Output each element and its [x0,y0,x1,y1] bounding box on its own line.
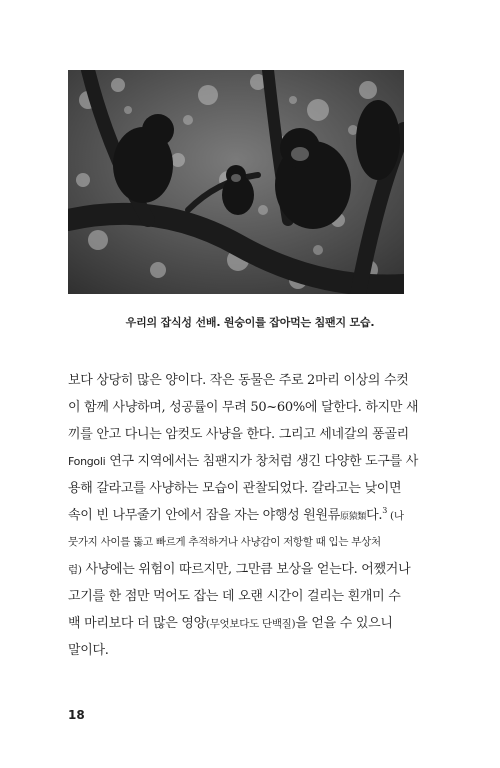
page-number: 18 [68,708,85,722]
text-line: 뭇가지 사이를 뚫고 빠르게 추적하거나 사냥감이 저항할 때 입는 부상처 [68,536,381,548]
text-line: 말이다. [68,643,109,658]
text-line: 이 함께 사냥하며, 성공률이 무려 50~60%에 달한다. 하지만 새 [68,400,419,415]
text-line: 끼를 안고 다니는 암컷도 사냥을 한다. 그리고 세네갈의 퐁골리 [68,427,409,442]
footnote-marker: 3 [382,506,387,515]
text-line: Fongoli 연구 지역에서는 침팬지가 창처럼 생긴 다양한 도구를 사 [68,454,418,469]
hanja-term: 原猿類 [340,512,367,522]
text-line: 백 마리보다 더 많은 영양(무엇보다도 단백질)을 얻을 수 있으니 [68,616,393,631]
text-line: 고기를 한 점만 먹어도 잡는 데 오랜 시간이 걸리는 흰개미 수 [68,589,401,604]
body-paragraph [68,367,420,664]
text-line: 속이 빈 나무줄기 안에서 잠을 자는 야행성 원원류原猿類다.$^3$ (나 [68,506,404,523]
text-line: 보다 상당히 많은 양이다. 작은 동물은 주로 2마리 이상의 수컷 [68,373,409,388]
chimpanzee-photo [68,70,404,294]
text-line: 용해 갈라고를 사냥하는 모습이 관찰되었다. 갈라고는 낮이면 [68,481,402,496]
latin-term: Fongoli [68,455,106,468]
text-line: 럼) 사냥에는 위험이 따르지만, 그만큼 보상을 얻는다. 어쨌거나 [68,562,411,577]
figure-caption: 우리의 잡식성 선배. 원숭이를 잡아먹는 침팬지 모습. [125,316,375,329]
